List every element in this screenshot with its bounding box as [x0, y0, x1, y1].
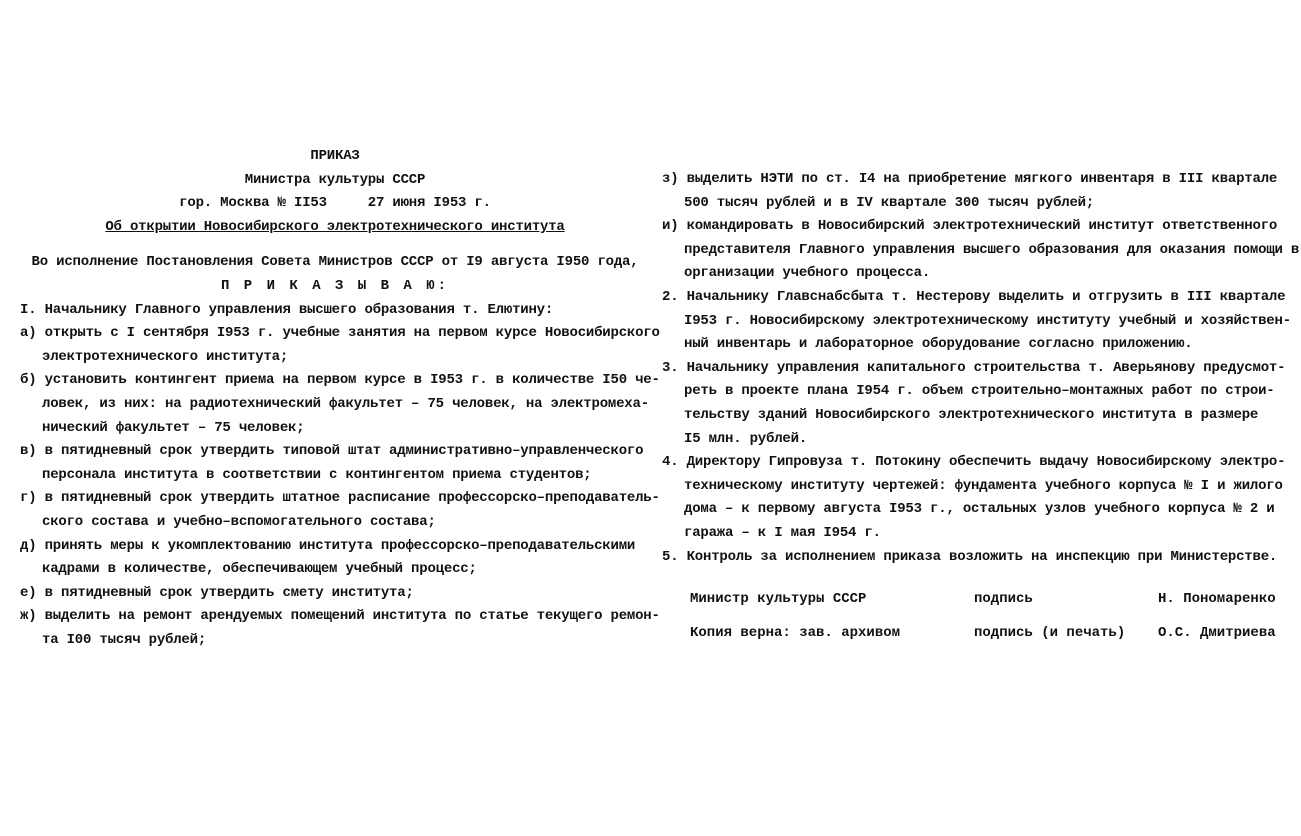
text-line: персонала института в соответствии с контингентом приема студентов; [42, 466, 592, 483]
signature-mark: подпись (и печать) [974, 625, 1126, 642]
text-line: и) командировать в Новосибирский электротехнический институт ответственного [662, 218, 1278, 235]
text-line: та I00 тысяч рублей; [42, 631, 207, 648]
right-body [662, 168, 1300, 569]
signature-role: Копия верна: зав. архивом [690, 625, 901, 642]
text-line: представителя Главного управления высшего образования для оказания помощи в [684, 241, 1300, 258]
text-line: организации учебного процесса. [684, 265, 931, 282]
text-line: ловек, из них: на радиотехнический факультет – 75 человек, на электромеха- [42, 395, 649, 412]
signature-name: О.С. Дмитриева [1158, 625, 1276, 642]
signature-role: Министр культуры СССР [690, 591, 867, 608]
signature-row-archive [662, 625, 1282, 659]
text-line: дома – к первому августа I953 г., остальных узлов учебного корпуса № 2 и [684, 501, 1275, 518]
text-line: ж) выделить на ремонт арендуемых помещений института по статье текущего ремон- [20, 608, 660, 625]
text-line: гаража – к I мая I954 г. [684, 524, 881, 541]
text-line: 4. Директору Гипровуза т. Потокину обеспечить выдачу Новосибирскому электро- [662, 454, 1286, 471]
text-line: I953 г. Новосибирскому электротехническому институту учебный и хозяйствен- [684, 312, 1291, 329]
document-issuer: Министра культуры СССР [244, 171, 426, 188]
document-title: ПРИКАЗ [310, 148, 360, 164]
text-line: I5 млн. рублей. [684, 430, 808, 447]
text-line: б) установить контингент приема на первом курсе в I953 г. в количестве I50 че- [20, 372, 660, 389]
text-line: 500 тысяч рублей и в IV квартале 300 тысяч рублей; [684, 194, 1095, 211]
text-line: в) в пятидневный срок утвердить типовой штат административно–управленческого [20, 443, 644, 460]
text-line: тельству зданий Новосибирского электротехнического института в размере [684, 406, 1259, 423]
text-line: 5. Контроль за исполнением приказа возложить на инспекцию при Министерстве. [662, 548, 1278, 565]
text-line: з) выделить НЭТИ по ст. I4 на приобретение мягкого инвентаря в III квартале [662, 171, 1278, 187]
text-line: реть в проекте плана I954 г. объем строительно–монтажных работ по строи- [684, 383, 1275, 400]
text-line: 3. Начальнику управления капитального строительства т. Аверьянову предусмот- [662, 359, 1286, 376]
text-line: кадрами в количестве, обеспечивающем учебный процесс; [42, 561, 477, 578]
text-line: I. Начальнику Главного управления высшего образования т. Елютину: [20, 301, 554, 318]
text-line: нический факультет – 75 человек; [42, 419, 305, 436]
text-line: ского состава и учебно–вспомогательного состава; [42, 513, 436, 530]
document-place-number-date: гор. Москва № II53 27 июня I953 г. [179, 195, 491, 212]
text-line: д) принять меры к укомплектованию института профессорско–преподавательскими [20, 537, 636, 554]
text-line: 2. Начальнику Главснабсбыта т. Нестерову выделить и отгрузить в III квартале [662, 288, 1286, 305]
text-line: техническому институту чертежей: фундамента учебного корпуса № I и жилого [684, 477, 1283, 494]
left-column [20, 145, 660, 652]
text-line: е) в пятидневный срок утвердить смету института; [20, 584, 414, 601]
text-line: ный инвентарь и лабораторное оборудование согласно приложению. [684, 336, 1193, 353]
left-body [20, 299, 660, 653]
signature-mark: подпись [974, 591, 1033, 608]
order-word: П Р И К А З Ы В А Ю: [220, 277, 450, 294]
right-column [662, 168, 1300, 659]
text-line: г) в пятидневный срок утвердить штатное расписание профессорско–преподаватель- [20, 490, 660, 507]
signature-name: Н. Пономаренко [1158, 591, 1276, 608]
signature-row-minister [662, 591, 1282, 625]
preamble-text: Во исполнение Постановления Совета Министров СССР от I9 августа I950 года, [31, 254, 639, 271]
text-line: а) открыть с I сентября I953 г. учебные занятия на первом курсе Новосибирского [20, 325, 660, 342]
text-line: электротехнического института; [42, 348, 289, 365]
document-subject: Об открытии Новосибирского электротехнического института [105, 218, 565, 235]
